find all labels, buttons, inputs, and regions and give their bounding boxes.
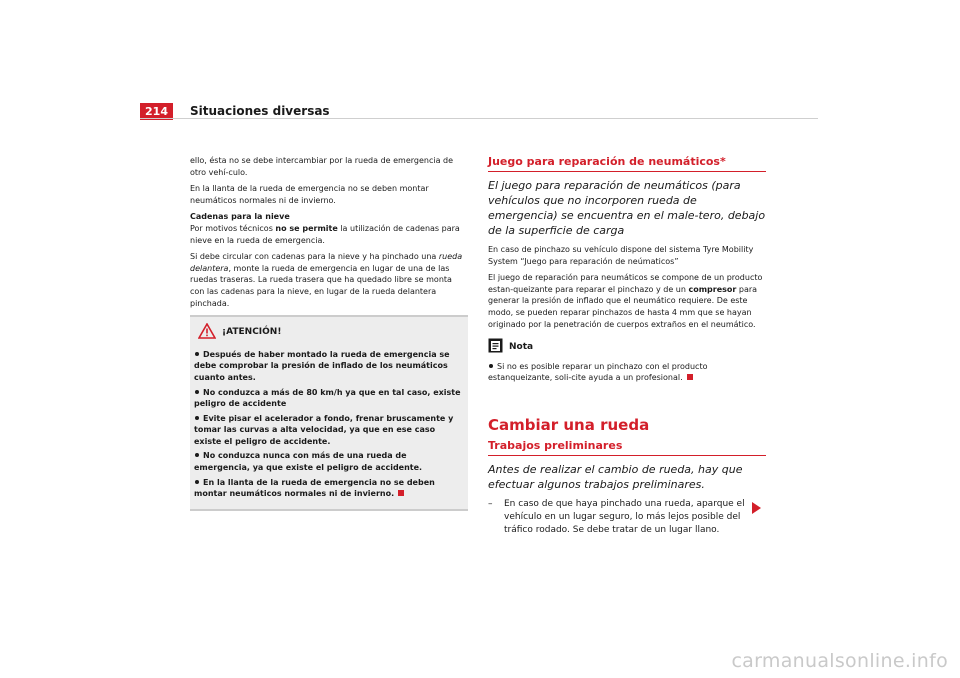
bullet-icon bbox=[195, 453, 199, 457]
next-page-arrow-icon bbox=[752, 502, 761, 514]
lead-text: El juego para reparación de neumáticos (para vehículos que no incorporen rueda de emergencia) se encuentra en el male-tero, debajo de la superficie de carga bbox=[488, 179, 766, 237]
note-title: Nota bbox=[509, 342, 534, 353]
list-item: Evite pisar el acelerador a fondo, frenar bruscamente y tomar las curvas a alta velocidad, ya que en ese caso existe el peligro de accidente. bbox=[194, 413, 454, 446]
warning-list bbox=[194, 349, 464, 500]
list-item: En la llanta de la rueda de emergencia no se deben montar neumáticos normales ni de invierno. bbox=[194, 477, 435, 499]
paragraph: Si debe circular con cadenas para la nieve y ha pinchado una rueda delantera, monte la rueda de emergencia en lugar de una de las ruedas traseras. La rueda trasera que ha quedado libre se monta con las cadenas para la nieve, en lugar de la rueda delantera pinchada. bbox=[190, 252, 463, 308]
lead-text: Antes de realizar el cambio de rueda, hay que efectuar algunos trabajos preliminares. bbox=[488, 462, 743, 491]
dash-marker: – bbox=[488, 498, 493, 509]
heading-divider bbox=[488, 171, 766, 172]
warning-header bbox=[194, 323, 464, 343]
paragraph: El juego de reparación para neumáticos se compone de un producto estan-queizante para reparar el pinchazo y de un compresor para generar la presión de inflado que el neumático requiere. De este modo, se pueden reparar pinchazos de hasta 4 mm que se hayan originado por la penetración de cuerpos extraños en el neumático. bbox=[488, 273, 763, 329]
paragraph: ello, ésta no se debe intercambiar por la rueda de emergencia de otro vehí-culo. bbox=[190, 156, 454, 177]
list-item: No conduzca nunca con más de una rueda de emergencia, ya que existe el peligro de accidente. bbox=[194, 451, 423, 473]
list-item: No conduzca a más de 80 km/h ya que en tal caso, existe peligro de accidente bbox=[194, 387, 461, 409]
warning-box bbox=[190, 315, 468, 511]
note-item: Si no es posible reparar un pinchazo con el producto estanqueizante, soli-cite ayuda a un profesional. bbox=[488, 361, 708, 383]
heading-repair-kit: Juego para reparación de neumáticos* bbox=[488, 155, 726, 168]
bullet-icon bbox=[195, 416, 199, 420]
list-item: Después de haber montado la rueda de emergencia se debe comprobar la presión de inflado de los neumáticos cuanto antes. bbox=[194, 349, 450, 382]
paragraph: Por motivos técnicos no se permite la utilización de cadenas para nieve en la rueda de emergencia. bbox=[190, 223, 460, 245]
end-square-icon bbox=[398, 490, 404, 496]
note-icon bbox=[488, 338, 503, 358]
bullet-icon bbox=[195, 390, 199, 394]
bullet-icon bbox=[489, 364, 493, 368]
heading-preliminary: Trabajos preliminares bbox=[488, 438, 623, 452]
left-column bbox=[190, 155, 468, 511]
right-column bbox=[488, 155, 766, 537]
bullet-icon bbox=[195, 480, 199, 484]
note-header bbox=[488, 338, 766, 358]
warning-triangle-icon bbox=[198, 323, 216, 343]
bullet-icon bbox=[195, 352, 199, 356]
subheading-chains: Cadenas para la nieve bbox=[190, 212, 290, 222]
list-item: – En caso de que haya pinchado una rueda, aparque el vehículo en un lugar seguro, lo más lejos posible del tráfico rodado. Se debe tratar de un lugar llano. bbox=[488, 498, 745, 535]
paragraph: En caso de pinchazo su vehículo dispone del sistema Tyre Mobility System “Juego para reparación de neúmaticos” bbox=[488, 245, 754, 266]
paragraph: En la llanta de la rueda de emergencia no se deben montar neumáticos normales ni de invierno. bbox=[190, 184, 429, 205]
heading-change-wheel: Cambiar una rueda bbox=[488, 415, 650, 434]
header-divider bbox=[140, 118, 818, 119]
page-number: 214 bbox=[140, 103, 173, 120]
heading-divider bbox=[488, 455, 766, 456]
section-title: Situaciones diversas bbox=[190, 104, 330, 118]
watermark: carmanualsonline.info bbox=[731, 650, 948, 672]
end-square-icon bbox=[687, 374, 693, 380]
warning-title: ¡ATENCIÓN! bbox=[222, 327, 282, 338]
